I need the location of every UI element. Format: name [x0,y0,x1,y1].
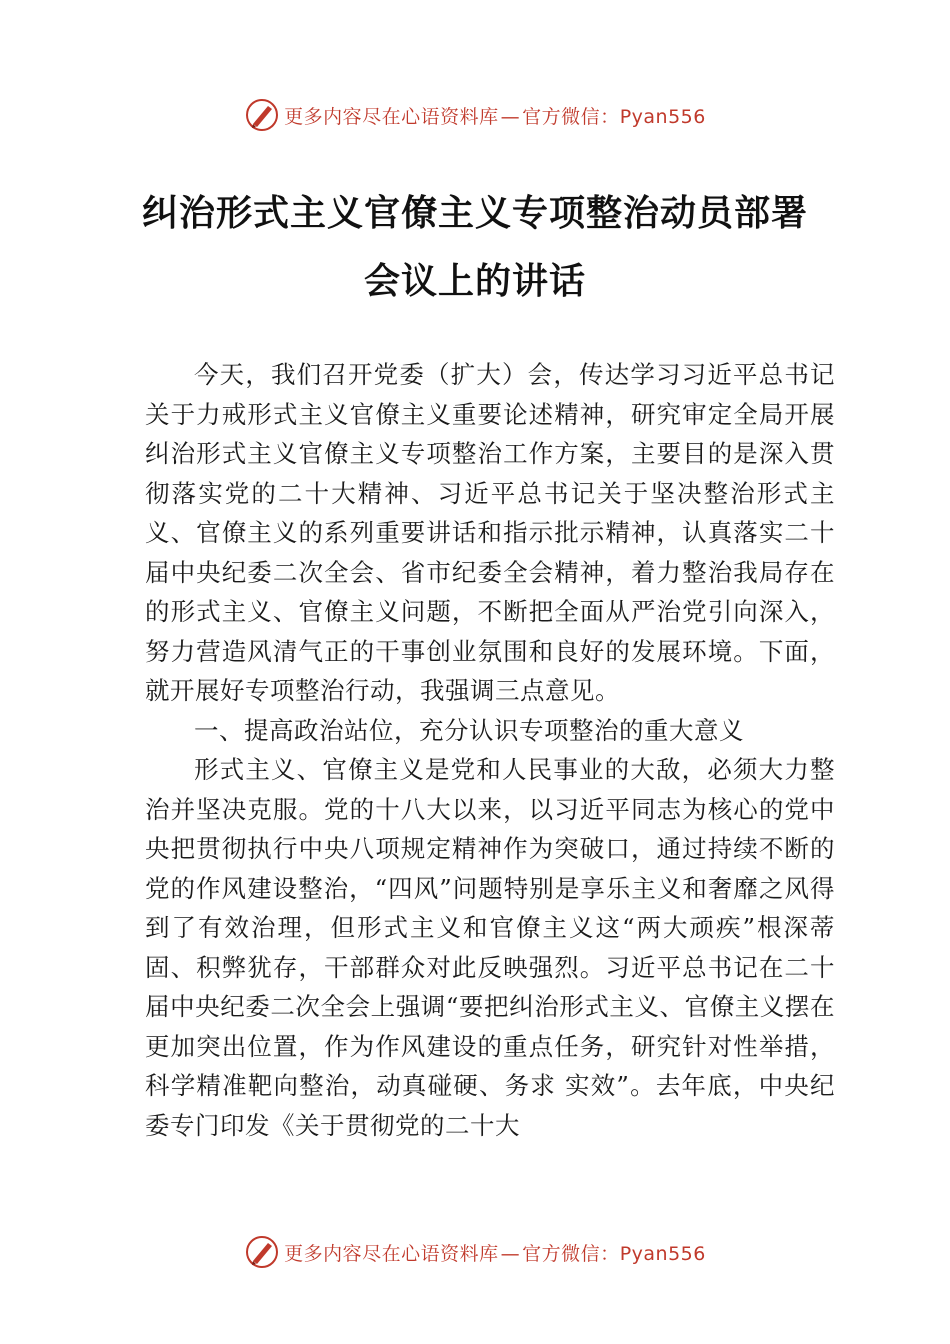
pen-logo-icon [244,1234,280,1270]
banner-text: 更多内容尽在心语资料库 — 官方微信：Pyan556 [284,1242,706,1265]
document-title-line1: 纠治形式主义官僚主义专项整治动员部署 [141,192,808,234]
banner-text: 更多内容尽在心语资料库 — 官方微信：Pyan556 [284,105,706,128]
paragraph-section1: 形式主义、官僚主义是党和人民事业的大敌，必须大力整治并坚决克服。党的十八大以来，以习近平同志为核心的党中央把贯彻执行中央八项规定精神作为突破口，通过持续不断的党的作风建设整治，“四风”问题特别是享乐主义和奢靡之风得到了有效治理，但形式主义和官僚主义这“两大顽疾”根深蒂固、积弊犹存，干部群众对此反映强烈。习近平总书记在二十届中央纪委二次全会上强调“要把纠治形式主义、官僚主义摆在更加突出位置，作为作风建设的重点任务，研究针对性举措，科学精准靶向整治，动真碰硬、务求 实效”。去年底，中央纪委专门印发《关于贯彻党的二十大 [145,755,835,1140]
footer-banner [0,1232,950,1272]
header-banner [0,95,950,135]
section-heading-1: 一、提高政治站位，充分认识专项整治的重大意义 [194,715,744,745]
document-body [145,355,835,1145]
pen-logo-icon [244,97,280,133]
paragraph-intro: 今天，我们召开党委（扩大）会，传达学习习近平总书记关于力戒形式主义官僚主义重要论述精神，研究审定全局开展纠治形式主义官僚主义专项整治工作方案，主要目的是深入贯彻落实党的二十大精神、习近平总书记关于坚决整治形式主义、官僚主义的系列重要讲话和指示批示精神，认真落实二十届中央纪委二次全会、省市纪委全会精神，着力整治我局存在的形式主义、官僚主义问题，不断把全面从严治党引向深入，努力营造风清气正的干事创业氛围和良好的发展环境。下面，就开展好专项整治行动，我强调三点意见。 [145,360,835,705]
document-title-line2: 会议上的讲话 [363,260,586,302]
